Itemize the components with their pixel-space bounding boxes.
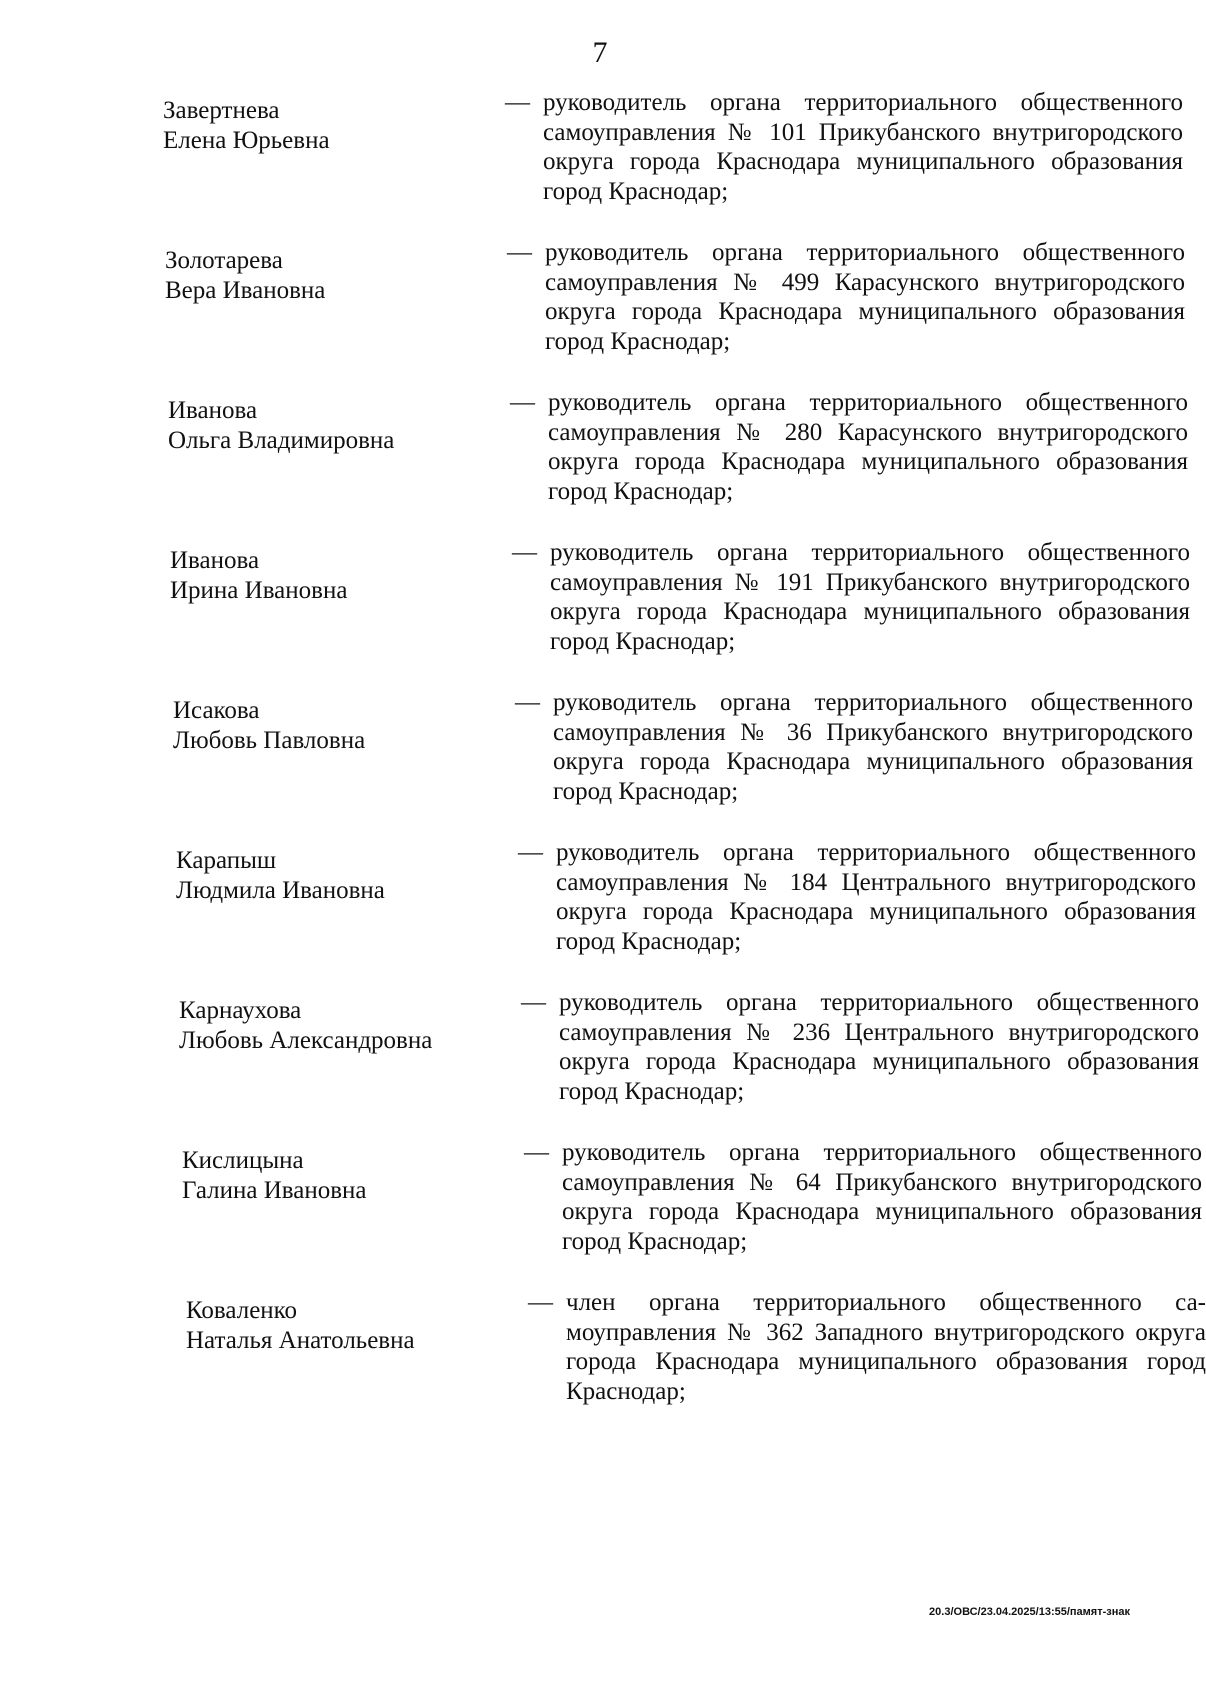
person-name	[165, 246, 495, 306]
person-role-description: руководитель органа территориального общественного самоуправления № 36 Прикубанского внутригородского округа города Краснодара муниципального образования город Краснодар;	[553, 689, 1193, 805]
list-item	[168, 388, 1188, 518]
person-given-names: Галина Ивановна	[182, 1177, 367, 1204]
person-given-names: Елена Юрьевна	[163, 127, 330, 154]
person-given-names: Любовь Павловна	[173, 727, 366, 754]
person-role-description: руководитель органа территориального общественного самоуправления № 499 Карасунского внутригородского округа города Краснодара муниципального образования город Краснодар;	[545, 239, 1185, 355]
dash-separator: —	[518, 839, 543, 866]
person-surname: Иванова	[168, 397, 258, 424]
person-name	[173, 696, 503, 756]
dash-separator: —	[507, 239, 532, 266]
person-given-names: Людмила Ивановна	[176, 877, 385, 904]
person-role-description: член органа территориального общественного самоуправления № 362 Западного внутригородского округа города Краснодара муниципального образования город Краснодар;	[566, 1289, 1206, 1405]
person-surname: Исакова	[173, 697, 260, 724]
person-name	[186, 1296, 516, 1356]
list-item	[186, 1288, 1206, 1418]
person-name	[170, 546, 500, 606]
person-surname: Золотарева	[165, 247, 283, 274]
person-role-description: руководитель органа территориального общественного самоуправления № 191 Прикубанского внутригородского округа города Краснодара муниципального образования город Краснодар;	[550, 539, 1190, 655]
person-given-names: Ирина Ивановна	[170, 577, 348, 604]
person-role-description: руководитель органа территориального общественного самоуправления № 64 Прикубанского внутригородского округа города Краснодара муниципального образования город Краснодар;	[562, 1139, 1202, 1255]
person-name	[168, 396, 498, 456]
person-name	[176, 846, 506, 906]
list-item	[179, 988, 1199, 1118]
person-surname: Коваленко	[186, 1297, 298, 1324]
dash-separator: —	[510, 389, 535, 416]
document-footer-code: 20.3/ОВС/23.04.2025/13:55/памят-знак	[929, 1606, 1130, 1618]
list-item	[163, 88, 1183, 218]
person-surname: Завертнева	[163, 97, 280, 124]
page-number: 7	[592, 36, 608, 69]
list-item	[165, 238, 1185, 368]
person-role-description: руководитель органа территориального общественного самоуправления № 184 Центрального внутригородского округа города Краснодара муниципального образования город Краснодар;	[556, 839, 1196, 955]
person-given-names: Вера Ивановна	[165, 277, 326, 304]
person-role-description: руководитель органа территориального общественного самоуправления № 236 Центрального внутригородского округа города Краснодара муниципального образования город Краснодар;	[559, 989, 1199, 1105]
person-role-description: руководитель органа территориального общественного самоуправления № 101 Прикубанского внутригородского округа города Краснодара муниципального образования город Краснодар;	[543, 89, 1183, 205]
list-item	[182, 1138, 1202, 1268]
person-surname: Кислицына	[182, 1147, 304, 1174]
dash-separator: —	[505, 89, 530, 116]
list-item	[173, 688, 1193, 818]
dash-separator: —	[528, 1289, 553, 1316]
person-name	[163, 96, 493, 156]
list-item	[170, 538, 1190, 668]
person-surname: Карапыш	[176, 847, 277, 874]
person-name	[182, 1146, 512, 1206]
person-surname: Иванова	[170, 547, 260, 574]
person-given-names: Наталья Анатольевна	[186, 1327, 415, 1354]
dash-separator: —	[524, 1139, 549, 1166]
dash-separator: —	[512, 539, 537, 566]
person-given-names: Ольга Владимировна	[168, 427, 395, 454]
dash-separator: —	[521, 989, 546, 1016]
dash-separator: —	[515, 689, 540, 716]
person-role-description: руководитель органа территориального общественного самоуправления № 280 Карасунского внутригородского округа города Краснодара муниципального образования город Краснодар;	[548, 389, 1188, 505]
person-given-names: Любовь Александровна	[179, 1027, 433, 1054]
person-name	[179, 996, 509, 1056]
list-item	[176, 838, 1196, 968]
person-surname: Карнаухова	[179, 997, 302, 1024]
